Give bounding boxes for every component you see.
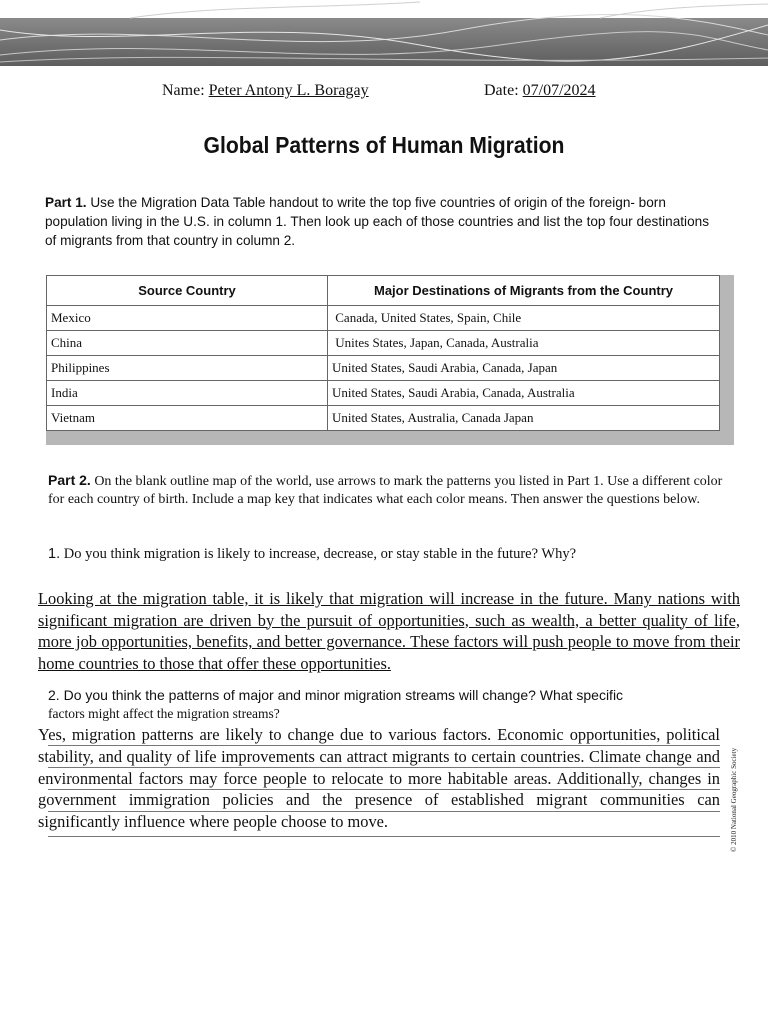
question-1-number: 1. (48, 546, 61, 562)
migration-table-container (46, 275, 734, 445)
header-banner (0, 0, 768, 70)
page-title: Global Patterns of Human Migration (203, 132, 565, 158)
banner-wave-decoration (0, 0, 768, 70)
answer-line (48, 836, 720, 837)
part2-text: On the blank outline map of the world, use arrows to mark the patterns you listed in Part 1. Use a different color for each country of birth. Include a map key that indicates what each color means. Then answer the questions below. (48, 474, 723, 507)
name-value: Peter Antony L. Boragay (208, 82, 369, 99)
column-header-source: Source Country (47, 276, 328, 306)
source-country-cell: China (47, 331, 328, 356)
table-row (47, 331, 720, 356)
part1-instructions (45, 193, 715, 250)
answer-2: Yes, migration patterns are likely to change due to various factors. Economic opportunities, political stability, and quality of life improvements can attract migrants to certain countries. Climate change and environmental factors may force people to relocate to more habitable areas. Additionally, changes in government immigration policies and the presence of established migrant communities can significantly influence where people choose to move. (38, 725, 720, 832)
name-label: Name: (162, 82, 205, 99)
table-row (47, 381, 720, 406)
source-country-cell: India (47, 381, 328, 406)
destinations-cell: United States, Australia, Canada Japan (328, 406, 720, 431)
question-2 (48, 686, 748, 723)
answer-1: Looking at the migration table, it is likely that migration will increase in the future. Many nations with significant migration are driven by the pursuit of opportunities, such as wealth, a better quality of life, more job opportunities, benefits, and better governance. These factors will push people to move from their home countries to those that offer these opportunities. (38, 589, 740, 673)
destinations-cell: Canada, United States, Spain, Chile (328, 306, 720, 331)
table-row (47, 406, 720, 431)
question-1 (48, 546, 576, 563)
migration-table (46, 275, 720, 431)
date-line (484, 82, 596, 100)
source-country-cell: Vietnam (47, 406, 328, 431)
part2-label: Part 2. (48, 472, 91, 488)
source-country-cell: Philippines (47, 356, 328, 381)
question-2-text: Do you think the patterns of major and minor migration streams will change? What specific (63, 687, 624, 703)
destinations-cell: United States, Saudi Arabia, Canada, Australia (328, 381, 720, 406)
copyright-notice: © 2010 National Geographic Society (730, 747, 738, 852)
destinations-cell: United States, Saudi Arabia, Canada, Japan (328, 356, 720, 381)
table-row (47, 306, 720, 331)
table-row (47, 356, 720, 381)
question-1-text: Do you think migration is likely to increase, decrease, or stay stable in the future? Why? (63, 546, 577, 562)
source-country-cell: Mexico (47, 306, 328, 331)
table-header-row (47, 276, 720, 306)
part1-text: Use the Migration Data Table handout to write the top five countries of origin of the foreign- born population living in the U.S. in column 1. Then look up each of those countries and list the top four destinations of migrants from that country in column 2. (45, 195, 709, 248)
part2-instructions (48, 471, 728, 509)
date-value: 07/07/2024 (522, 82, 596, 99)
part1-label: Part 1. (45, 195, 87, 210)
question-2-text-line2: factors might affect the migration streams? (48, 706, 280, 721)
date-label: Date: (484, 82, 519, 99)
destinations-cell: Unites States, Japan, Canada, Australia (328, 331, 720, 356)
column-header-destinations: Major Destinations of Migrants from the Country (328, 276, 720, 306)
question-2-number: 2. (48, 687, 60, 703)
name-line (162, 82, 369, 100)
